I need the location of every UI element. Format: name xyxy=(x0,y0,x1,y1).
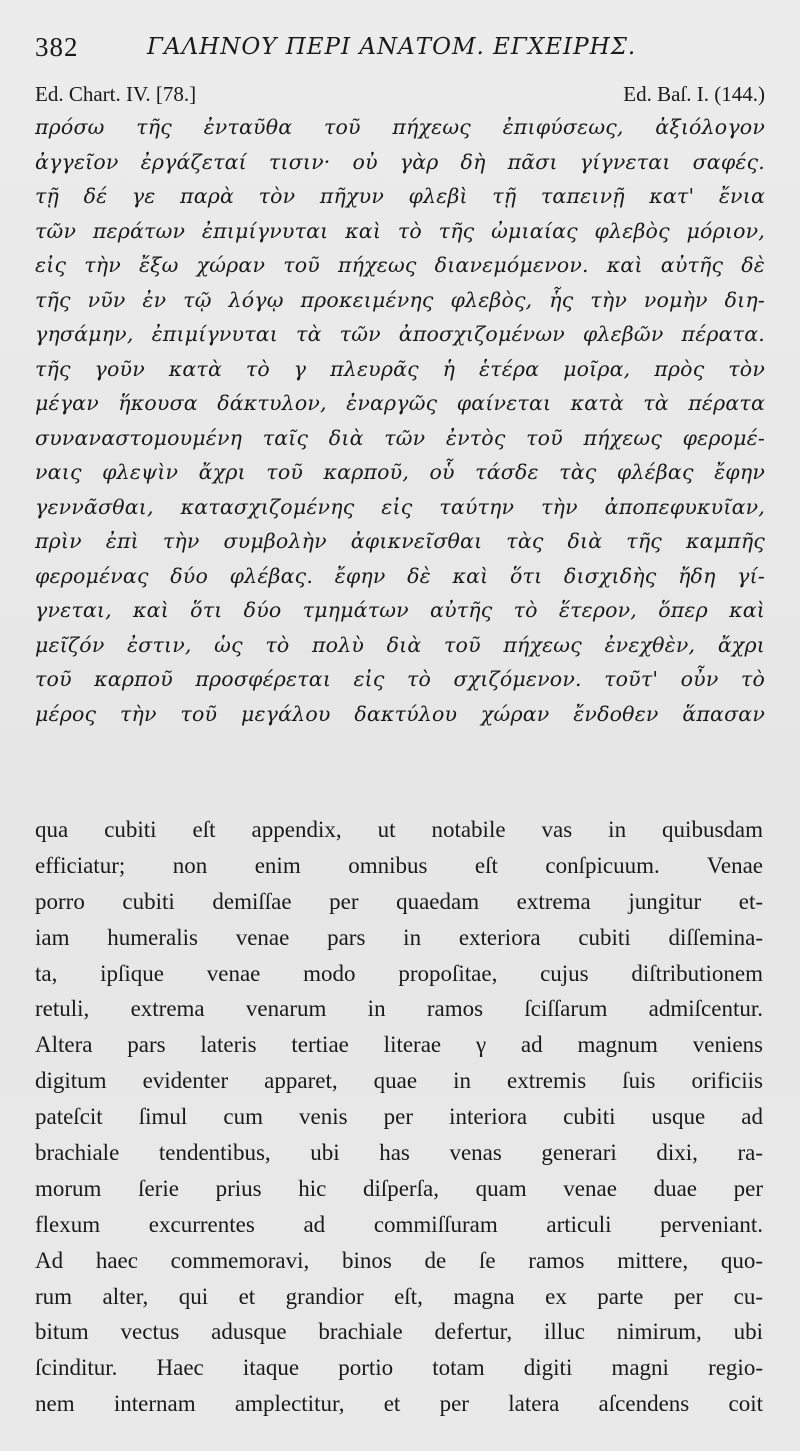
greek-line: μέρος τὴν τοῦ μεγάλου δακτύλου χώραν ἔνδοθεν ἅπασαν xyxy=(35,701,765,726)
greek-line: εἰς τὴν ἔξω χώραν τοῦ πήχεως διανεμόμενον. καὶ αὐτῆς δὲ xyxy=(35,253,765,277)
page-header xyxy=(35,30,775,70)
latin-line: retuli, extrema venarum in ramos ſciſſarum admiſcentur. xyxy=(35,996,763,1022)
greek-line: ναις φλεψὶν ἄχρι τοῦ καρποῦ, οὗ τάσδε τὰς φλέβας ἔφην xyxy=(35,460,765,484)
greek-text-block xyxy=(35,110,765,731)
latin-line: efficiatur; non enim omnibus eſt conſpicuum. Venae xyxy=(35,852,763,878)
greek-line: φερομένας δύο φλέβας. ἔφην δὲ καὶ ὅτι δισχιδὴς ἤδη γί- xyxy=(35,563,765,588)
page-number: 382 xyxy=(35,32,79,62)
greek-line: γνεται, καὶ ὅτι δύο τμημάτων αὐτῆς τὸ ἕτερον, ὅπερ καὶ xyxy=(35,598,765,622)
latin-line: nem internam amplectitur, et per latera aſcendens coit xyxy=(35,1391,763,1417)
latin-line: qua cubiti eſt appendix, ut notabile vas in quibusdam xyxy=(35,817,763,842)
latin-line: porro cubiti demiſſae per quaedam extrema jungitur et- xyxy=(35,888,763,914)
greek-line: τῶν περάτων ἐπιμίγνυται καὶ τὸ τῆς ὠμιαίας φλεβὸς μόριον, xyxy=(35,218,765,243)
latin-line: rum alter, qui et grandior eſt, magna ex parte per cu- xyxy=(35,1283,763,1309)
greek-line: μεῖζόν ἐστιν, ὡς τὸ πολὺ διὰ τοῦ πήχεως ἐνεχθὲν, ἄχρι xyxy=(35,632,765,657)
latin-line: ſcinditur. Haec itaque portio totam digiti magni regio- xyxy=(35,1355,763,1381)
greek-line: τῆς γοῦν κατὰ τὸ γ πλευρᾶς ἡ ἑτέρα μοῖρα, πρὸς τὸν xyxy=(35,356,765,381)
show-through-bleed xyxy=(180,780,740,810)
greek-line: τῇ δέ γε παρὰ τὸν πῆχυν φλεβὶ τῇ ταπεινῇ κατ' ἔνια xyxy=(35,184,765,208)
latin-line: brachiale tendentibus, ubi has venas generari dixi, ra- xyxy=(35,1140,763,1166)
latin-line: pateſcit ſimul cum venis per interiora cubiti usque ad xyxy=(35,1104,763,1130)
edition-basel-reference: Ed. Baſ. I. (144.) xyxy=(623,82,765,106)
latin-line: morum ſerie prius hic diſperſa, quam venae duae per xyxy=(35,1175,763,1201)
greek-line: τῆς νῦν ἐν τῷ λόγῳ προκειμένης φλεβὸς, ἧς τὴν νομὴν διη- xyxy=(35,287,765,312)
latin-line: digitum evidenter apparet, quae in extremis ſuis orificiis xyxy=(35,1068,763,1094)
greek-line: συναναστομουμένη ταῖς διὰ τῶν ἐντὸς τοῦ πήχεως φερομέ- xyxy=(35,425,765,450)
latin-line: ta, ipſique venae modo propoſitae, cujus diſtributionem xyxy=(35,960,763,986)
greek-line: μέγαν ἥκουσα δάκτυλον, ἐναργῶς φαίνεται κατὰ τὰ πέρατα xyxy=(35,391,765,415)
greek-line: τοῦ καρποῦ προσφέρεται εἰς τὸ σχιζόμενον. τοῦτ' οὖν τὸ xyxy=(35,667,765,691)
greek-line: πρόσω τῆς ἐνταῦθα τοῦ πήχεως ἐπιφύσεως, ἀξιόλογον xyxy=(35,115,765,139)
latin-line: flexum excurrentes ad commiſſuram articuli perveniant. xyxy=(35,1211,763,1237)
latin-line: bitum vectus adusque brachiale defertur, illuc nimirum, ubi xyxy=(35,1319,763,1345)
running-title: ΓΑΛΗΝΟΥ ΠΕΡΙ ΑΝΑΤΟΜ. ΕΓΧΕΙΡΗΣ. xyxy=(147,34,637,60)
greek-line: γεννᾶσθαι, κατασχιζομένης εἰς ταύτην τὴν ἀποπεφυκυῖαν, xyxy=(35,494,765,519)
latin-line: Ad haec commemoravi, binos de ſe ramos mittere, quo- xyxy=(35,1247,763,1273)
edition-references xyxy=(35,82,765,112)
latin-line: Altera pars lateris tertiae literae γ ad magnum veniens xyxy=(35,1032,763,1058)
latin-text-block xyxy=(35,812,763,1422)
greek-line: πρὶν ἐπὶ τὴν συμβολὴν ἀφικνεῖσθαι τὰς διὰ τῆς καμπῆς xyxy=(35,529,765,553)
latin-line: iam humeralis venae pars in exteriora cubiti diſſemina- xyxy=(35,924,763,950)
greek-line: γησάμην, ἐπιμίγνυται τὰ τῶν ἀποσχιζομένων φλεβῶν πέρατα. xyxy=(35,322,765,346)
greek-line: ἀγγεῖον ἐργάζεταί τισιν· οὐ γὰρ δὴ πᾶσι γίγνεται σαφές. xyxy=(35,149,765,174)
edition-chart-reference: Ed. Chart. IV. [78.] xyxy=(35,82,197,106)
